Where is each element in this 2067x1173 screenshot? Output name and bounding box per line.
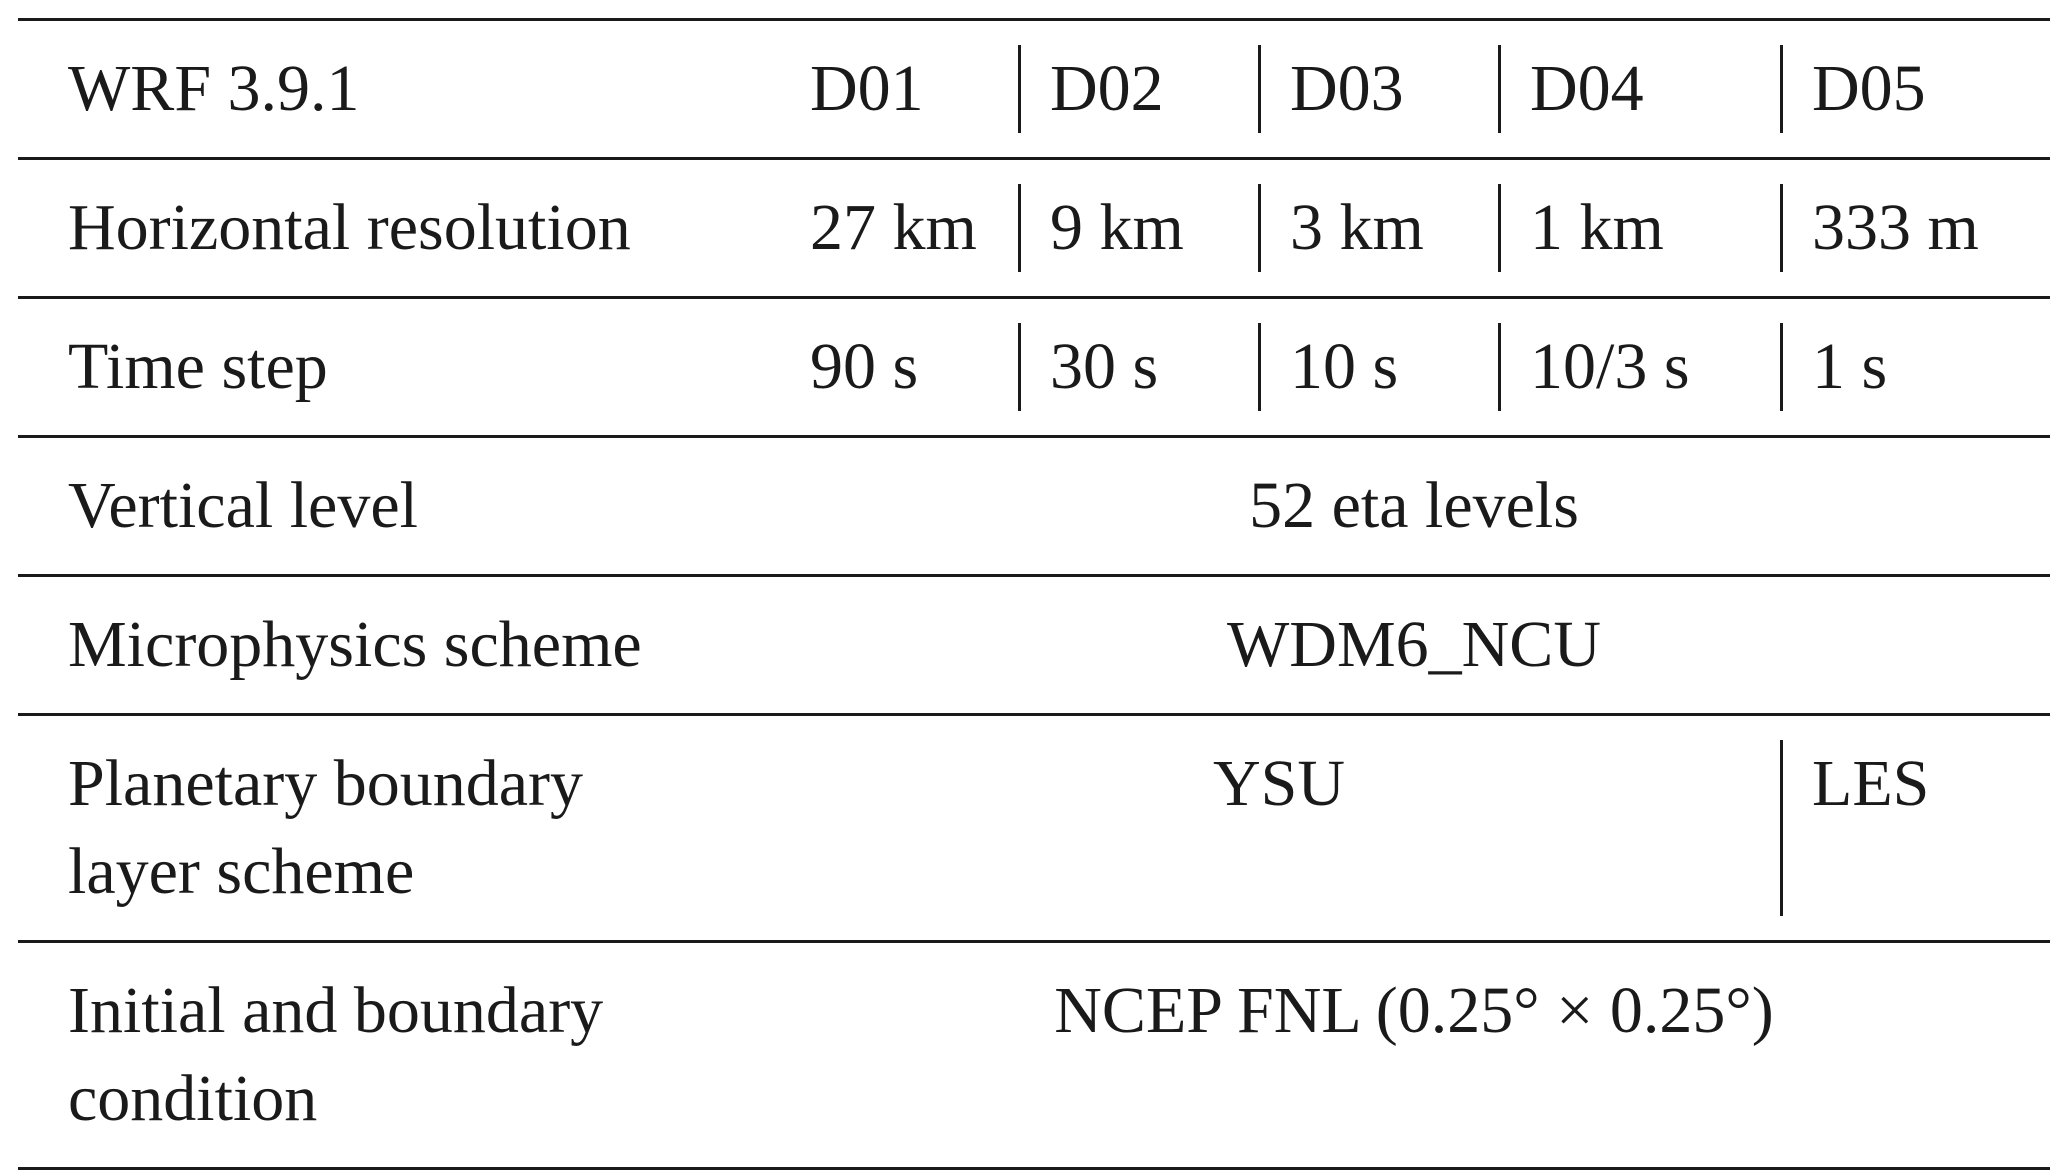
- table-row-initial-boundary-condition: [18, 942, 2050, 1169]
- row-label-line-2: layer scheme: [68, 835, 415, 908]
- header-domain-d04: D04: [1498, 20, 1780, 159]
- header-domain-d02: D02: [1018, 20, 1258, 159]
- cell-d05: 1 s: [1780, 298, 2050, 437]
- table-row-vertical-level: [18, 437, 2050, 576]
- cell-d01: 27 km: [778, 159, 1018, 298]
- table-row-pbl-scheme: [18, 715, 2050, 942]
- row-label-line-1: Planetary boundary: [68, 747, 584, 820]
- row-label: Microphysics scheme: [18, 576, 778, 715]
- cell-span-d01-d04: YSU: [778, 715, 1780, 942]
- wrf-configuration-table: [18, 18, 2050, 1170]
- row-label: [18, 942, 778, 1169]
- row-label: Vertical level: [18, 437, 778, 576]
- cell-span-all-domains: WDM6_NCU: [778, 576, 2050, 715]
- table-header-row: [18, 20, 2050, 159]
- cell-d05: LES: [1780, 715, 2050, 942]
- row-label: Horizontal resolution: [18, 159, 778, 298]
- cell-d03: 3 km: [1258, 159, 1498, 298]
- header-domain-d01: D01: [778, 20, 1018, 159]
- cell-span-all-domains: 52 eta levels: [778, 437, 2050, 576]
- table: [18, 18, 2050, 1170]
- cell-d02: 9 km: [1018, 159, 1258, 298]
- row-label: Time step: [18, 298, 778, 437]
- row-label-line-2: condition: [68, 1062, 318, 1135]
- header-label: WRF 3.9.1: [18, 20, 778, 159]
- cell-span-all-domains: NCEP FNL (0.25° × 0.25°): [778, 942, 2050, 1169]
- row-label: [18, 715, 778, 942]
- row-label-line-1: Initial and boundary: [68, 974, 604, 1047]
- cell-d02: 30 s: [1018, 298, 1258, 437]
- table-row-microphysics-scheme: [18, 576, 2050, 715]
- table-row-horizontal-resolution: [18, 159, 2050, 298]
- cell-d03: 10 s: [1258, 298, 1498, 437]
- cell-d05: 333 m: [1780, 159, 2050, 298]
- table-row-time-step: [18, 298, 2050, 437]
- header-domain-d03: D03: [1258, 20, 1498, 159]
- cell-d04: 1 km: [1498, 159, 1780, 298]
- header-domain-d05: D05: [1780, 20, 2050, 159]
- cell-d04: 10/3 s: [1498, 298, 1780, 437]
- cell-d01: 90 s: [778, 298, 1018, 437]
